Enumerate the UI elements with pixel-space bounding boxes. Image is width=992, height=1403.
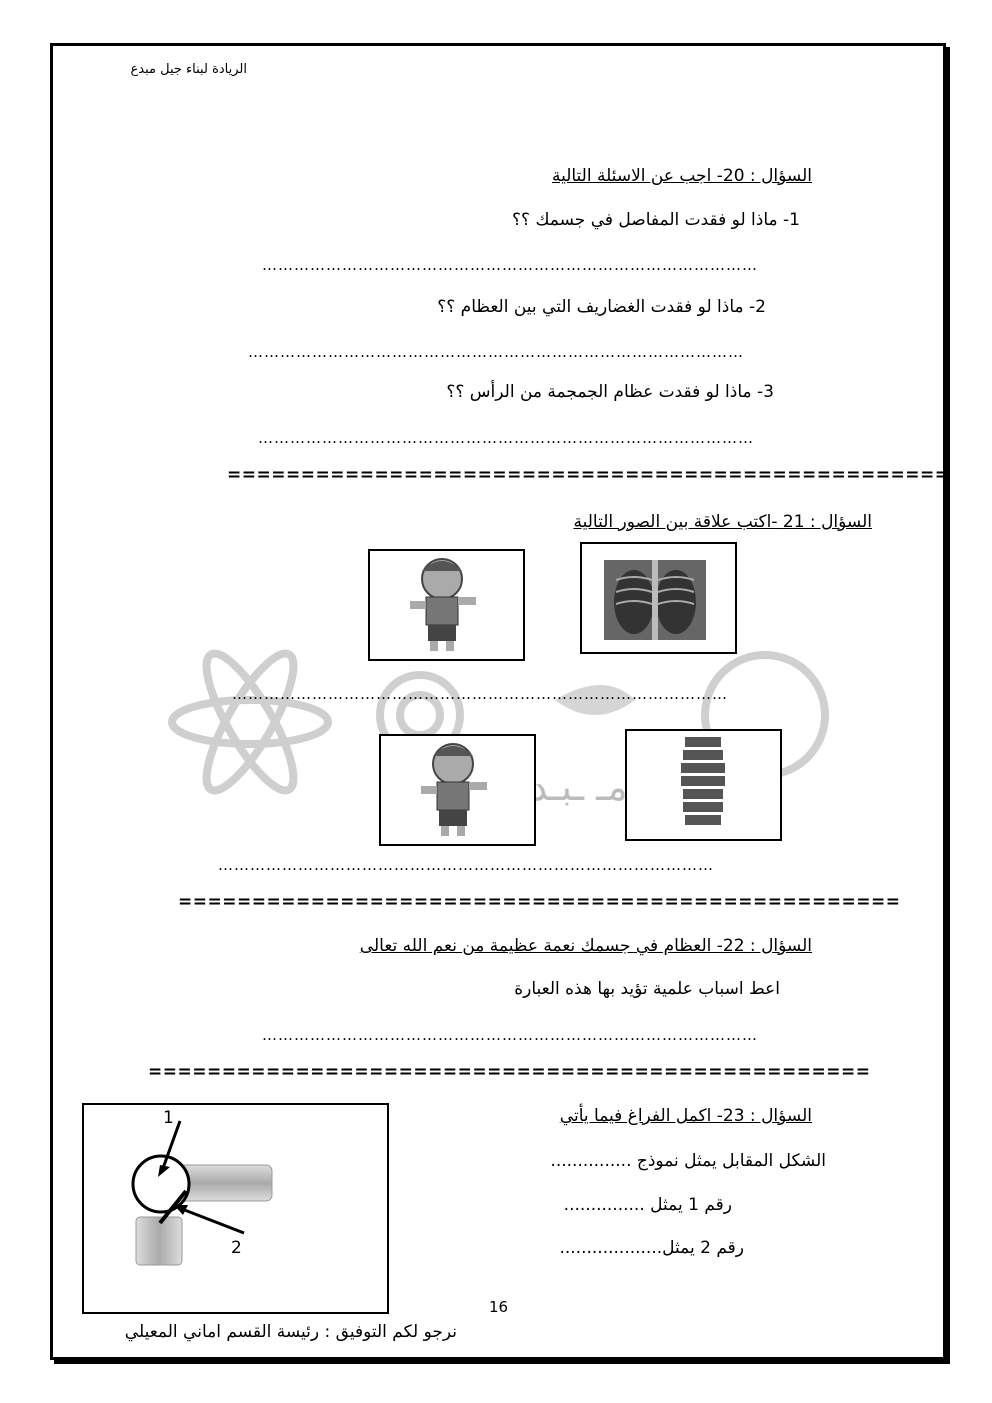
q20-item-1: 1- ماذا لو فقدت المفاصل في جسمك ؟؟ xyxy=(512,210,800,230)
diagram-label-2: 2 xyxy=(231,1238,242,1258)
footer-signature: نرجو لكم التوفيق : رئيسة القسم اماني المعيلي xyxy=(124,1322,457,1342)
separator-2: ================================================= xyxy=(178,892,901,912)
q22-title: السؤال : 22- العظام في جسمك نعمة عظيمة من نعم الله تعالى xyxy=(359,936,812,956)
q23-line-2: رقم 1 يمثل ............... xyxy=(563,1195,732,1215)
diagram-label-1: 1 xyxy=(163,1108,174,1128)
q23-line-1: الشكل المقابل يمثل نموذج ............... xyxy=(550,1151,826,1171)
joint-diagram xyxy=(82,1103,389,1314)
watermark-text: مـ ـبـدا xyxy=(519,765,628,809)
q21-answer-line-1[interactable]: ………………………………………………………………………………… xyxy=(232,685,728,703)
page-number: 16 xyxy=(489,1298,509,1316)
header-title: الريادة لبناء جيل مبدع xyxy=(130,62,247,77)
q22-answer-line[interactable]: ………………………………………………………………………………… xyxy=(262,1026,758,1044)
q20-answer-line-3[interactable]: ………………………………………………………………………………… xyxy=(258,429,754,447)
chest-xray-image xyxy=(580,542,737,654)
q23-line-3: رقم 2 يمثل................... xyxy=(559,1238,744,1258)
q20-title: السؤال : 20- اجب عن الاسئلة التالية xyxy=(551,166,812,186)
q21-title: السؤال : 21 -اكتب علاقة بين الصور التالية xyxy=(573,512,872,532)
q22-instruction: اعط اسباب علمية تؤيد بها هذه العبارة xyxy=(514,979,780,999)
q20-answer-line-2[interactable]: ………………………………………………………………………………… xyxy=(248,343,744,361)
separator-1: ================================================= xyxy=(227,465,950,485)
q20-item-2: 2- ماذا لو فقدت الغضاريف التي بين العظام ؟؟ xyxy=(437,297,766,317)
spine-xray-image xyxy=(625,729,782,841)
separator-3: ================================================= xyxy=(148,1062,871,1082)
q20-item-3: 3- ماذا لو فقدت عظام الجمجمة من الرأس ؟؟ xyxy=(446,382,774,402)
boy-image-2 xyxy=(379,734,536,846)
q23-title: السؤال : 23- اكمل الفراغ فيما يأتي xyxy=(559,1106,812,1126)
q21-answer-line-2[interactable]: ………………………………………………………………………………… xyxy=(218,856,714,874)
q20-answer-line-1[interactable]: ………………………………………………………………………………… xyxy=(262,256,758,274)
boy-image-1 xyxy=(368,549,525,661)
